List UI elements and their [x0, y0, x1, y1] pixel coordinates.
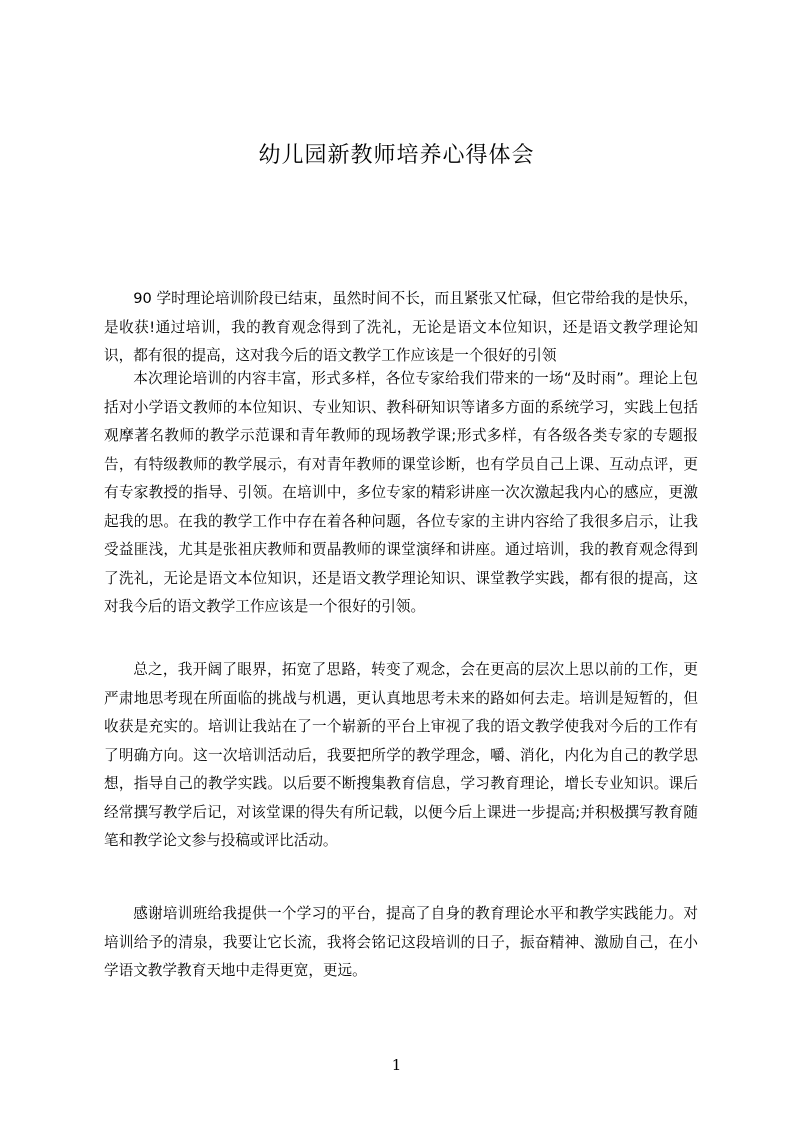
- paragraph-2: 本次理论培训的内容丰富，形式多样，各位专家给我们带来的一场“及时雨”。理论上包括对小学语文教师的本位知识、专业知识、教科研知识等诸多方面的系统学习，实践上包括观摩著名教师的教学示范课和青年教师的现场教学课;形式多样，有各级各类专家的专题报告，有特级教师的教学展示，有对青年教师的课堂诊断，也有学员自己上课、互动点评，更有专家教授的指导、引领。在培训中，多位专家的精彩讲座一次次激起我内心的感应，更激起我的思。在我的教学工作中存在着各种问题，各位专家的主讲内容给了我很多启示，让我受益匪浅，尤其是张祖庆教师和贾晶教师的课堂演绎和讲座。通过培训，我的教育观念得到了洗礼，无论是语文本位知识，还是语文教学理论知识、课堂教学实践，都有很的提高，这对我今后的语文教学工作应该是一个很好的引领。: [104, 370, 698, 615]
- paragraph-4: 感谢培训班给我提供一个学习的平台，提高了自身的教育理论水平和教学实践能力。对培训给予的清泉，我要让它长流，我将会铭记这段培训的日子，振奋精神、激励自己，在小学语文教学教育天地中走得更宽，更远。: [104, 905, 698, 979]
- document-title: 幼儿园新教师培养心得体会: [258, 143, 535, 168]
- paragraph-3: 总之，我开阔了眼界，拓宽了思路，转变了观念，会在更高的层次上思以前的工作，更严肃地思考现在所面临的挑战与机遇，更认真地思考未来的路如何去走。培训是短暂的，但收获是充实的。培训让我站在了一个崭新的平台上审视了我的语文教学使我对今后的工作有了明确方向。这一次培训活动后，我要把所学的教学理念，嚼、消化，内化为自己的教学思想，指导自己的教学实践。以后要不断搜集教育信息，学习教育理论，增长专业知识。课后经常撰写教学后记，对该堂课的得失有所记载，以便今后上课进一步提高;并积极撰写教育随笔和教学论文参与投稿或评比活动。: [104, 661, 698, 849]
- paragraph-1: 90 学时理论培训阶段已结束，虽然时间不长，而且紧张又忙碌，但它带给我的是快乐，是收获!通过培训，我的教育观念得到了洗礼，无论是语文本位知识，还是语文教学理论知识，都有很的提高，这对我今后的语文教学工作应该是一个很好的引领: [104, 290, 698, 364]
- page-number: 1: [391, 1056, 402, 1074]
